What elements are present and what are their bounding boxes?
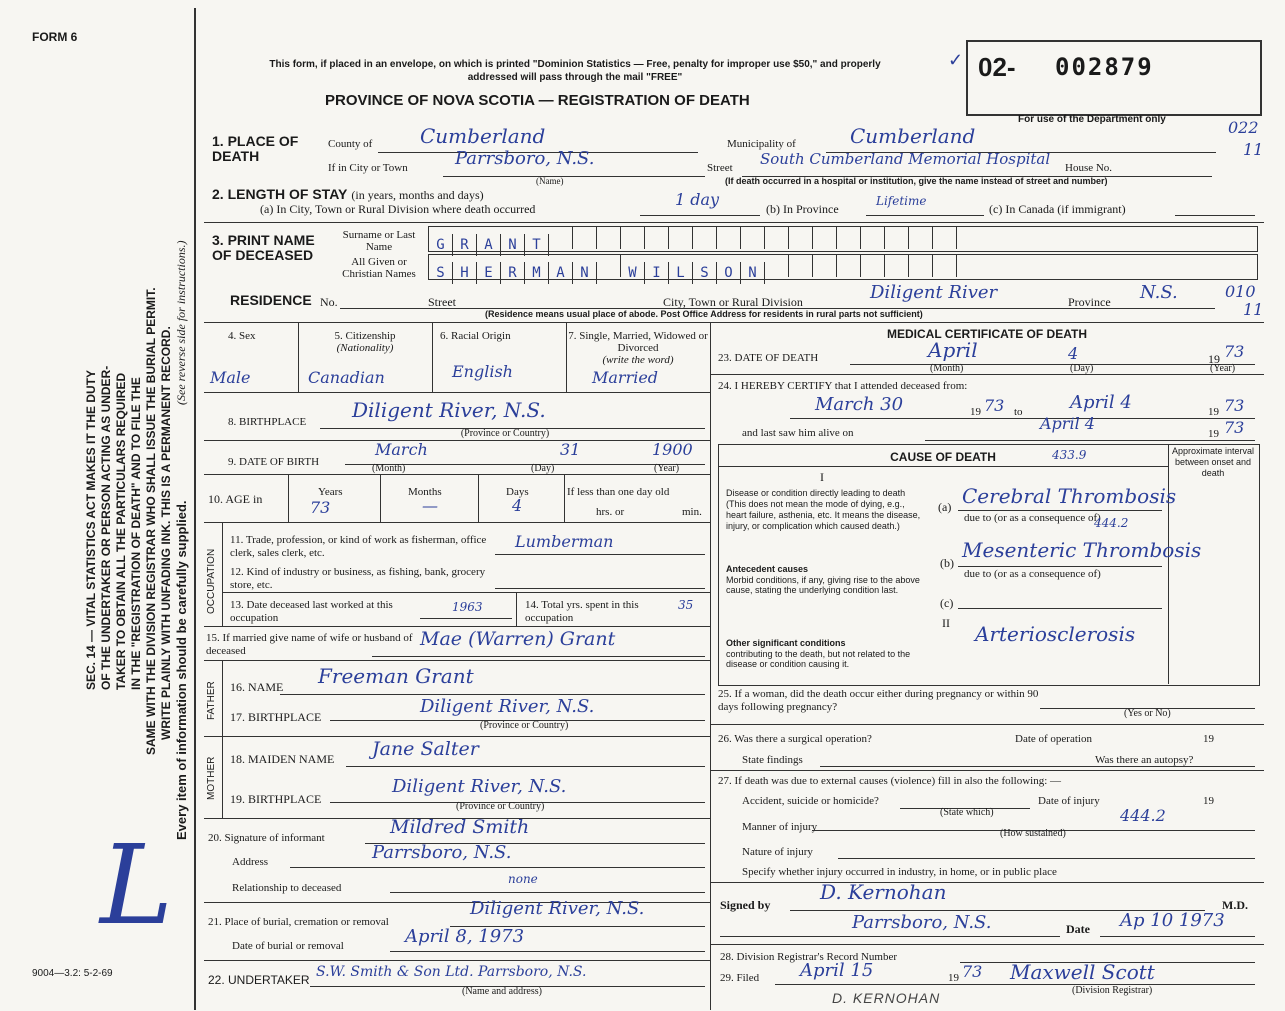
how-sustained-label: (How sustained) <box>1000 828 1066 839</box>
mother-maiden-label: 18. MAIDEN NAME <box>230 752 335 766</box>
lt-day-label: If less than one day old <box>567 486 670 498</box>
given-letter: M <box>525 262 549 284</box>
marital-label-text: 7. Single, Married, Widowed or Divorced <box>568 330 708 354</box>
op-date-label: Date of operation <box>1015 733 1092 745</box>
q26-label: 26. Was there a surgical operation? <box>718 733 872 745</box>
print-name-label: 3. PRINT NAME OF DECEASED <box>212 232 315 263</box>
last-saw-label: and last saw him alive on <box>742 427 854 439</box>
reg-check: ✓ <box>948 50 964 71</box>
citizenship-value: Canadian <box>308 368 385 387</box>
cause-a-value: Cerebral Thrombosis <box>962 484 1177 508</box>
surname-letter <box>645 227 669 249</box>
sidebar-line-5: SAME WITH THE DIVISION REGISTRAR WHO SHALL ISSUE THE BURIAL PERMIT. <box>144 287 158 755</box>
injury-date-label: Date of injury <box>1038 795 1100 807</box>
surname-letter: G <box>429 234 453 256</box>
reg-prefix: 02- <box>978 52 1016 82</box>
dob-month: March <box>375 440 428 459</box>
signer-address: Parrsboro, N.S. <box>852 912 992 933</box>
stay-b-label: (b) In Province <box>766 202 839 216</box>
residence-no-label: No. <box>320 295 338 309</box>
undertaker-label: 22. UNDERTAKER <box>208 973 310 987</box>
given-letter <box>765 255 789 277</box>
surname-letter <box>909 227 933 249</box>
q29-label: 29. Filed <box>720 972 760 984</box>
dept-use-label: For use of the Department only <box>1018 114 1166 125</box>
hrs-label: hrs. or <box>596 506 625 518</box>
dob-month-sub: (Month) <box>372 463 406 474</box>
other-conditions-text: contributing to the death, but not related to the disease or condition causing it. <box>726 649 911 669</box>
cause-b-label: (b) <box>940 556 954 570</box>
sidebar-initial: L <box>100 821 174 949</box>
worked-value: 1963 <box>452 600 483 614</box>
certify-from-year: 73 <box>984 396 1005 415</box>
birthplace-sub: (Province or Country) <box>460 428 550 439</box>
certify-label: 24. I HEREBY CERTIFY that I attended deceased from: <box>718 380 968 392</box>
given-letter: N <box>573 262 597 284</box>
mother-birthplace-label: 19. BIRTHPLACE <box>230 792 322 806</box>
given-letter <box>885 255 909 277</box>
surname-letter <box>573 227 597 249</box>
other-conditions-label: Other significant conditions <box>726 638 846 648</box>
sidebar-line-6: WRITE PLAINLY WITH UNFADING INK. THIS IS A PERMANENT RECORD. <box>159 326 173 740</box>
given-letter <box>597 255 621 277</box>
municipality-label: Municipality of <box>727 138 796 150</box>
certify-to-label: to <box>1014 406 1023 418</box>
mail-notice: This form, if placed in an envelope, on which is printed "Dominion Statistics — Free, penalty for improper use $50," and properly addressed will pass through the mail "FREE" <box>269 59 881 83</box>
surname-letter <box>789 227 813 249</box>
burial-date-label: Date of burial or removal <box>232 940 344 952</box>
citizenship-label <box>302 330 428 354</box>
sidebar-line-4: IN THE "REGISTRATION OF DEATH" AND TO FILE THE <box>129 377 143 690</box>
surname-letter <box>885 227 909 249</box>
surname-letter <box>861 227 885 249</box>
county-value: Cumberland <box>420 124 546 148</box>
antecedent-label: Antecedent causes <box>726 564 809 574</box>
city-label: If in City or Town <box>328 162 408 174</box>
surname-letter <box>717 227 741 249</box>
given-letter: R <box>501 262 525 284</box>
months-label: Months <box>408 486 442 498</box>
roman-one: I <box>820 470 824 484</box>
surname-letter <box>837 227 861 249</box>
age-years: 73 <box>310 498 331 517</box>
relationship-label: Relationship to deceased <box>232 882 342 894</box>
sidebar-line-2: OF THE UNDERTAKER OR PERSON ACTING AS UNDER- <box>99 365 113 690</box>
burial-place-label: 21. Place of burial, cremation or removal <box>208 916 389 928</box>
mother-birthplace-sub: (Province or Country) <box>456 801 545 812</box>
state-which-label: (State which) <box>940 807 994 818</box>
dob-label: 9. DATE OF BIRTH <box>228 456 320 468</box>
given-letter: I <box>645 262 669 284</box>
antecedent-text: Morbid conditions, if any, giving rise to the above cause, stating the underlying condition last. <box>726 575 920 595</box>
surname-letter: T <box>525 234 549 256</box>
residence-province-label: Province <box>1068 295 1111 309</box>
sidebar-line-3: TAKER TO OBTAIN ALL THE PARTICULARS REQUIRED <box>114 372 128 690</box>
father-name-label: 16. NAME <box>230 680 284 694</box>
residence-street-label: Street <box>428 295 456 309</box>
sidebar-line-7: Every item of information should be carefully supplied. <box>174 500 189 840</box>
municipality-value: Cumberland <box>850 124 976 148</box>
given-letter: N <box>741 262 765 284</box>
undertaker-sub: (Name and address) <box>462 986 542 997</box>
father-side-label: FATHER <box>206 681 217 720</box>
min-label: min. <box>682 506 702 518</box>
place-of-death-label: 1. PLACE OF DEATH <box>212 133 299 164</box>
given-letter: E <box>477 262 501 284</box>
dod-month-sub: (Month) <box>930 363 964 374</box>
cause-a-label: (a) <box>938 500 952 514</box>
registrar-label: (Division Registrar) <box>1072 985 1153 996</box>
given-letter: L <box>669 262 693 284</box>
dob-year-sub: (Year) <box>654 463 680 474</box>
q28-label: 28. Division Registrar's Record Number <box>720 951 898 963</box>
dod-year: 73 <box>1224 342 1245 361</box>
surname-letter <box>621 227 645 249</box>
given-letter: H <box>453 262 477 284</box>
stay-c-label: (c) In Canada (if immigrant) <box>989 202 1126 216</box>
street-value: South Cumberland Memorial Hospital <box>760 150 1051 168</box>
filed-value: April 15 <box>800 960 874 981</box>
dod-year-prefix: 19 <box>1208 352 1220 366</box>
marital-label <box>568 330 708 366</box>
dod-year-sub: (Year) <box>1210 363 1236 374</box>
certify-to-year-prefix: 19 <box>1208 406 1219 418</box>
given-letter: W <box>621 262 645 284</box>
dod-month: April <box>928 338 978 362</box>
residence-note: (Residence means usual place of abode. Post Office Address for residents in rural parts not sufficient) <box>485 309 923 319</box>
given-letter <box>933 255 957 277</box>
form-title: PROVINCE OF NOVA SCOTIA — REGISTRATION OF DEATH <box>325 92 750 109</box>
informant-address-label: Address <box>232 856 269 868</box>
given-letter: S <box>693 262 717 284</box>
roman-two: II <box>942 616 950 630</box>
racial-label: 6. Racial Origin <box>440 330 511 342</box>
occupation-side-label: OCCUPATION <box>206 548 217 614</box>
signed-by-label: Signed by <box>720 898 771 912</box>
surname-letter: N <box>501 234 525 256</box>
father-birthplace-sub: (Province or Country) <box>480 720 569 731</box>
surname-letter <box>813 227 837 249</box>
yes-no-label: (Yes or No) <box>1124 708 1171 719</box>
given-letter <box>861 255 885 277</box>
filed-year: 73 <box>962 962 983 981</box>
given-letter <box>789 255 813 277</box>
cause-code-2: 444.2 <box>1094 516 1129 530</box>
occ-years-value: 35 <box>678 598 694 612</box>
trade-value: Lumberman <box>515 532 614 551</box>
cause-a-due-to: due to (or as a consequence of) <box>964 512 1101 524</box>
age-months: — <box>422 496 438 515</box>
city-name-sub: (Name) <box>536 176 564 186</box>
disease-label: Disease or condition directly leading to death (This does not mean the mode of dying, e.g., heart failure, asthenia, etc. It means the disease, injury, or complication which caused death.) <box>726 488 921 531</box>
surname-letter <box>765 227 789 249</box>
hospital-note: (If death occurred in a hospital or institution, give the name instead of street and number) <box>725 176 1108 186</box>
form-number: FORM 6 <box>32 30 78 44</box>
reg-number: 002879 <box>1055 53 1154 81</box>
sidebar-line-1: SEC. 14 — VITAL STATISTICS ACT MAKES IT THE DUTY <box>84 369 98 690</box>
dob-year: 1900 <box>652 440 693 459</box>
father-birthplace-label: 17. BIRTHPLACE <box>230 710 322 724</box>
md-label: M.D. <box>1222 898 1248 912</box>
occ-years-label: 14. Total yrs. spent in this occupation <box>525 599 639 624</box>
medical-title: MEDICAL CERTIFICATE OF DEATH <box>887 327 1087 341</box>
undertaker-value: S.W. Smith & Son Ltd. Parrsboro, N.S. <box>316 964 587 980</box>
q27-label: 27. If death was due to external causes (violence) fill in also the following: — <box>718 775 1062 787</box>
surname-letter <box>693 227 717 249</box>
other-conditions-value: Arteriosclerosis <box>975 622 1136 646</box>
spouse-value: Mae (Warren) Grant <box>420 628 616 650</box>
surname-grid <box>428 226 1258 252</box>
physician-stamp: D. KERNOHAN <box>832 990 941 1006</box>
footer-code: 9004—3.2: 5-2-69 <box>32 968 113 979</box>
given-letter <box>813 255 837 277</box>
autopsy-label: Was there an autopsy? <box>1095 754 1194 766</box>
injury-year-prefix: 19 <box>1203 795 1214 807</box>
dod-day: 4 <box>1068 344 1079 363</box>
last-saw-year: 73 <box>1224 418 1245 437</box>
age-days: 4 <box>512 496 523 515</box>
certify-from: March 30 <box>815 394 904 415</box>
residence-city-value: Diligent River <box>870 282 998 303</box>
given-label: All Given or Christian Names <box>342 256 416 280</box>
years-label: Years <box>318 486 343 498</box>
mother-side-label: MOTHER <box>206 756 217 800</box>
q25-label: 25. If a woman, did the death occur either during pregnancy or within 90 days following pregnancy? <box>718 688 1039 713</box>
marital-sub: (write the word) <box>602 354 674 366</box>
birthplace-value: Diligent River, N.S. <box>352 398 546 422</box>
given-letter <box>837 255 861 277</box>
dod-day-sub: (Day) <box>1070 363 1094 374</box>
father-name-value: Freeman Grant <box>318 664 474 688</box>
last-saw-year-prefix: 19 <box>1208 428 1219 440</box>
spouse-label: 15. If married give name of wife or husband of deceased <box>206 632 413 657</box>
surname-letter <box>933 227 957 249</box>
surname-letter <box>741 227 765 249</box>
dob-day-sub: (Day) <box>531 463 555 474</box>
given-letter: A <box>549 262 573 284</box>
trade-label: 11. Trade, profession, or kind of work as fisherman, office clerk, sales clerk, etc. <box>230 534 487 559</box>
stay-a-label: (a) In City, Town or Rural Division where death occurred <box>260 202 536 216</box>
mother-birthplace-value: Diligent River, N.S. <box>392 776 567 797</box>
sidebar-line-8: (See reverse side for instructions.) <box>174 240 188 405</box>
signed-by-value: D. Kernohan <box>820 880 947 904</box>
given-names-grid <box>428 254 1258 280</box>
nature-label: Nature of injury <box>742 846 813 858</box>
accident-label: Accident, suicide or homicide? <box>742 795 879 807</box>
burial-date-value: April 8, 1973 <box>405 926 525 947</box>
cause-b-value: Mesenteric Thrombosis <box>962 538 1202 562</box>
given-letter: O <box>717 262 741 284</box>
given-letter <box>909 255 933 277</box>
given-letter: S <box>429 262 453 284</box>
dept-code-3: 010 <box>1225 282 1256 301</box>
cause-c-label: (c) <box>940 596 954 610</box>
certify-from-year-prefix: 19 <box>970 406 981 418</box>
age-label: 10. AGE in <box>208 492 263 506</box>
worked-label: 13. Date deceased last worked at this occupation <box>230 599 393 624</box>
county-label: County of <box>328 138 373 150</box>
cause-of-death-title: CAUSE OF DEATH <box>890 450 996 464</box>
registrar-signature: Maxwell Scott <box>1010 960 1155 984</box>
dept-code-4: 11 <box>1243 300 1264 319</box>
stay-b-value: Lifetime <box>876 194 927 208</box>
residence-province-value: N.S. <box>1140 282 1178 303</box>
sign-date-value: Ap 10 1973 <box>1120 910 1225 931</box>
industry-label: 12. Kind of industry or business, as fishing, bank, grocery store, etc. <box>230 566 486 591</box>
citizenship-label-text: 5. Citizenship <box>334 330 396 342</box>
informant-address-value: Parrsboro, N.S. <box>372 842 512 863</box>
specify-label: Specify whether injury occurred in industry, in home, or in public place <box>742 866 1057 878</box>
racial-value: English <box>452 362 513 381</box>
dob-day: 31 <box>560 440 581 459</box>
mother-maiden-value: Jane Salter <box>372 738 479 760</box>
sign-date-label: Date <box>1066 922 1090 936</box>
manner-label: Manner of injury <box>742 821 818 833</box>
surname-letter: R <box>453 234 477 256</box>
last-saw-value: April 4 <box>1040 414 1095 433</box>
street-label: Street <box>707 162 733 174</box>
burial-place-value: Diligent River, N.S. <box>470 898 645 919</box>
surname-letter <box>597 227 621 249</box>
cause-b-due-to: due to (or as a consequence of) <box>964 568 1101 580</box>
surname-label: Surname or Last Name <box>342 229 416 253</box>
residence-city-label: City, Town or Rural Division <box>663 295 803 309</box>
house-no-label: House No. <box>1065 162 1113 174</box>
relationship-value: none <box>508 872 538 886</box>
surname-letter: A <box>477 234 501 256</box>
surname-letter <box>669 227 693 249</box>
city-value: Parrsboro, N.S. <box>455 148 595 169</box>
informant-sig-value: Mildred Smith <box>390 816 530 838</box>
length-of-stay-sub: (in years, months and days) <box>351 188 484 202</box>
marital-value: Married <box>592 368 659 387</box>
dod-label: 23. DATE OF DEATH <box>718 352 819 364</box>
informant-sig-label: 20. Signature of informant <box>208 832 325 844</box>
sex-value: Male <box>210 368 251 387</box>
certify-to-date: April 4 <box>1070 392 1132 413</box>
length-of-stay-label: 2. LENGTH OF STAY <box>212 186 348 202</box>
op-year-prefix: 19 <box>1203 733 1214 745</box>
filed-year-prefix: 19 <box>948 972 959 984</box>
surname-letter <box>549 227 573 249</box>
sex-label: 4. Sex <box>228 330 256 342</box>
manner-value: 444.2 <box>1120 806 1166 825</box>
residence-label: RESIDENCE <box>230 292 312 308</box>
cause-code-1: 433.9 <box>1052 448 1087 462</box>
stay-a-value: 1 day <box>675 190 720 209</box>
interval-label: Approximate interval between onset and death <box>1171 446 1255 478</box>
dept-code-2: 11 <box>1243 140 1264 159</box>
citizenship-sub: (Nationality) <box>336 342 394 354</box>
father-birthplace-value: Diligent River, N.S. <box>420 696 595 717</box>
dept-code-1: 022 <box>1228 118 1259 137</box>
days-label: Days <box>506 486 529 498</box>
findings-label: State findings <box>742 754 803 766</box>
birthplace-label: 8. BIRTHPLACE <box>228 416 307 428</box>
certify-to-year: 73 <box>1224 396 1245 415</box>
